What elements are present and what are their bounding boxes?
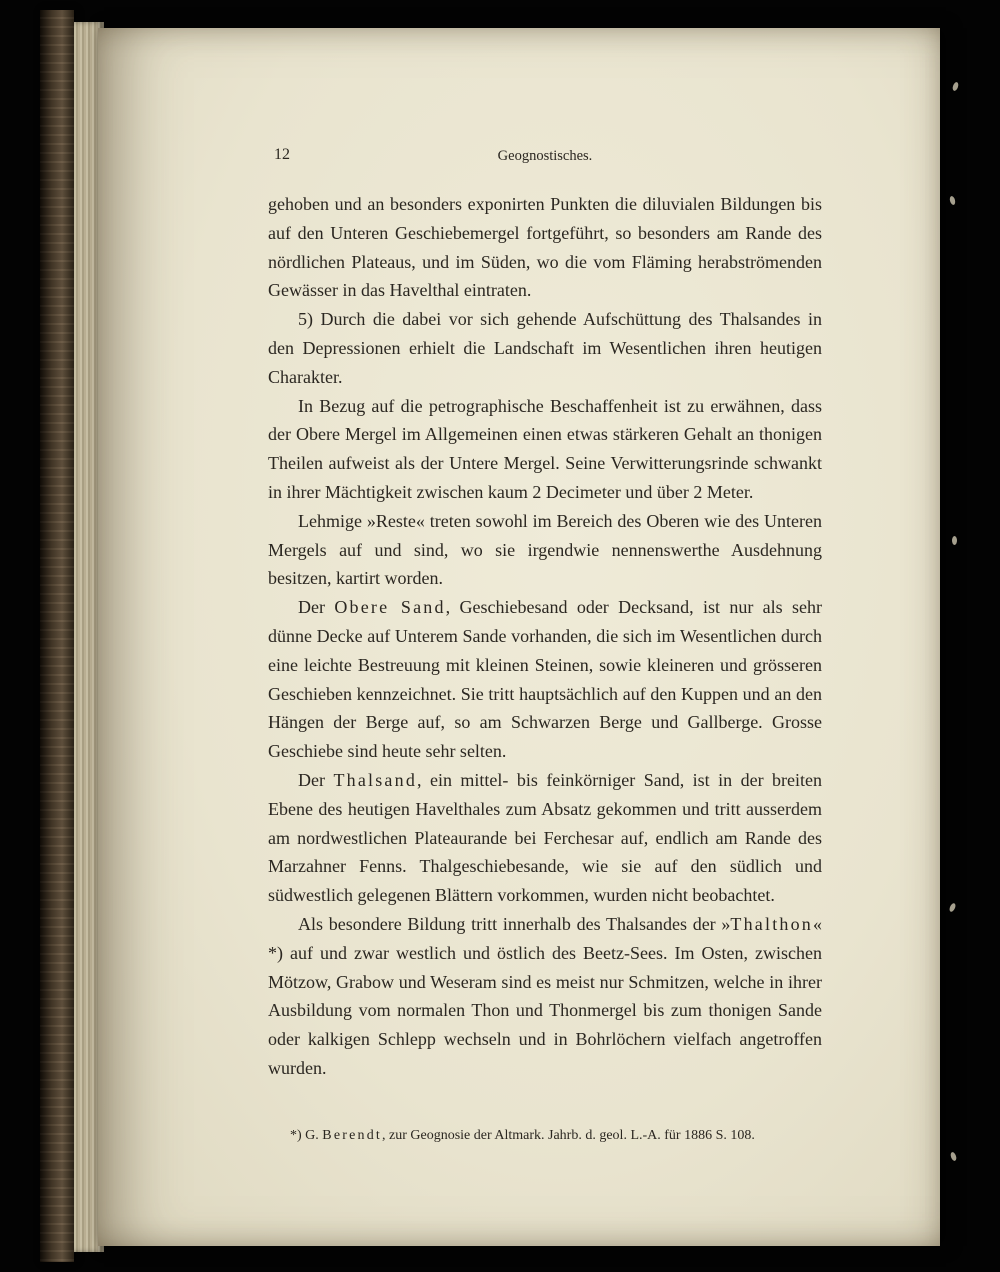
paragraph: In Bezug auf die petrographische Beschaffenheit ist zu erwähnen, dass der Obere Mergel im Allgemeinen einen etwas stärkeren Gehalt an thonigen Theilen aufweist als der Untere Mergel. Seine Verwitterungsrinde schwankt in ihrer Mächtigkeit zwischen kaum 2 Decimeter und über 2 Meter. xyxy=(268,395,822,502)
body-text xyxy=(268,190,822,1083)
emphasized-term: Thalthon xyxy=(730,913,813,934)
scanned-page xyxy=(98,28,940,1246)
book-spine-texture xyxy=(40,10,74,1262)
paragraph xyxy=(268,593,822,766)
thread-mark xyxy=(950,1151,958,1161)
running-header-title: Geognostisches. xyxy=(497,148,593,164)
paragraph-text: Als besondere Bildung tritt innerhalb des Thalsandes der » xyxy=(298,913,731,934)
paragraph: 5) Durch die dabei vor sich gehende Aufschüttung des Thalsandes in den Depressionen erhielt die Landschaft im Wesentlichen ihren heutigen Charakter. xyxy=(268,309,822,387)
footnote xyxy=(268,1125,822,1146)
thread-mark xyxy=(948,902,956,912)
paragraph-text: , Geschiebesand oder Decksand, ist nur als sehr dünne Decke auf Unterem Sande vorhanden, die sich im Wesentlichen durch eine leichte Bestreuung mit kleinen Steinen, sowie kleineren und grösseren Geschieben kennzeichnet. Sie tritt hauptsächlich auf den Kuppen und an den Hängen der Berge auf, so am Schwarzen Berge und Gallberge. Grosse Geschiebe sind heute sehr selten. xyxy=(268,597,822,762)
paragraph-text: , ein mittel- bis feinkörniger Sand, ist in der breiten Ebene des heutigen Havelthales zum Absatz gekommen und tritt ausserdem am nordwestlichen Plateaurande bei Ferchesar auf, endlich am Rande des Marzahner Fenns. Thalgeschiebesande, wie sie auf den südlich und südwestlich gelegenen Blättern vorkommen, wurden nicht beobachtet. xyxy=(268,769,822,906)
thread-mark xyxy=(952,81,960,91)
paragraph xyxy=(268,910,822,1083)
paragraph: Lehmige »Reste« treten sowohl im Bereich des Oberen wie des Unteren Mergels auf und sind, wo sie irgendwie nennenswerthe Ausdehnung besitzen, kartirt worden. xyxy=(268,510,822,589)
emphasized-term: Obere Sand xyxy=(334,597,446,618)
emphasized-term: Thalsand xyxy=(333,769,418,790)
running-header xyxy=(268,146,822,176)
footnote-text: *) G. xyxy=(290,1127,323,1143)
footnote-text: , zur Geognosie der Altmark. Jahrb. d. geol. L.-A. für 1886 S. 108. xyxy=(382,1127,755,1143)
paragraph xyxy=(268,766,822,910)
thread-mark xyxy=(952,536,957,545)
page-number: 12 xyxy=(274,146,290,163)
paragraph-text: Der xyxy=(298,597,335,618)
footnote-author: Berendt xyxy=(322,1127,382,1143)
paragraph: gehoben und an besonders exponirten Punkten die diluvialen Bildungen bis auf den Unteren Geschiebemergel fortgeführt, so besonders am Rande des nördlichen Plateaus, und im Süden, wo die vom Fläming herabströmenden Gewässer in das Havelthal eintraten. xyxy=(268,194,822,301)
thread-mark xyxy=(949,196,956,206)
paragraph-text: « *) auf und zwar westlich und östlich des Beetz-Sees. Im Osten, zwischen Mötzow, Grabow und Weseram sind es meist nur Schmitzen, welche in ihrer Ausbildung vom normalen Thon und Thonmergel bis zum thonigen Sande oder kalkigen Schlepp wechseln und in Bohrlöchern vielfach angetroffen wurden. xyxy=(268,913,822,1078)
paragraph-text: Der xyxy=(298,769,334,790)
text-column xyxy=(268,146,822,1160)
